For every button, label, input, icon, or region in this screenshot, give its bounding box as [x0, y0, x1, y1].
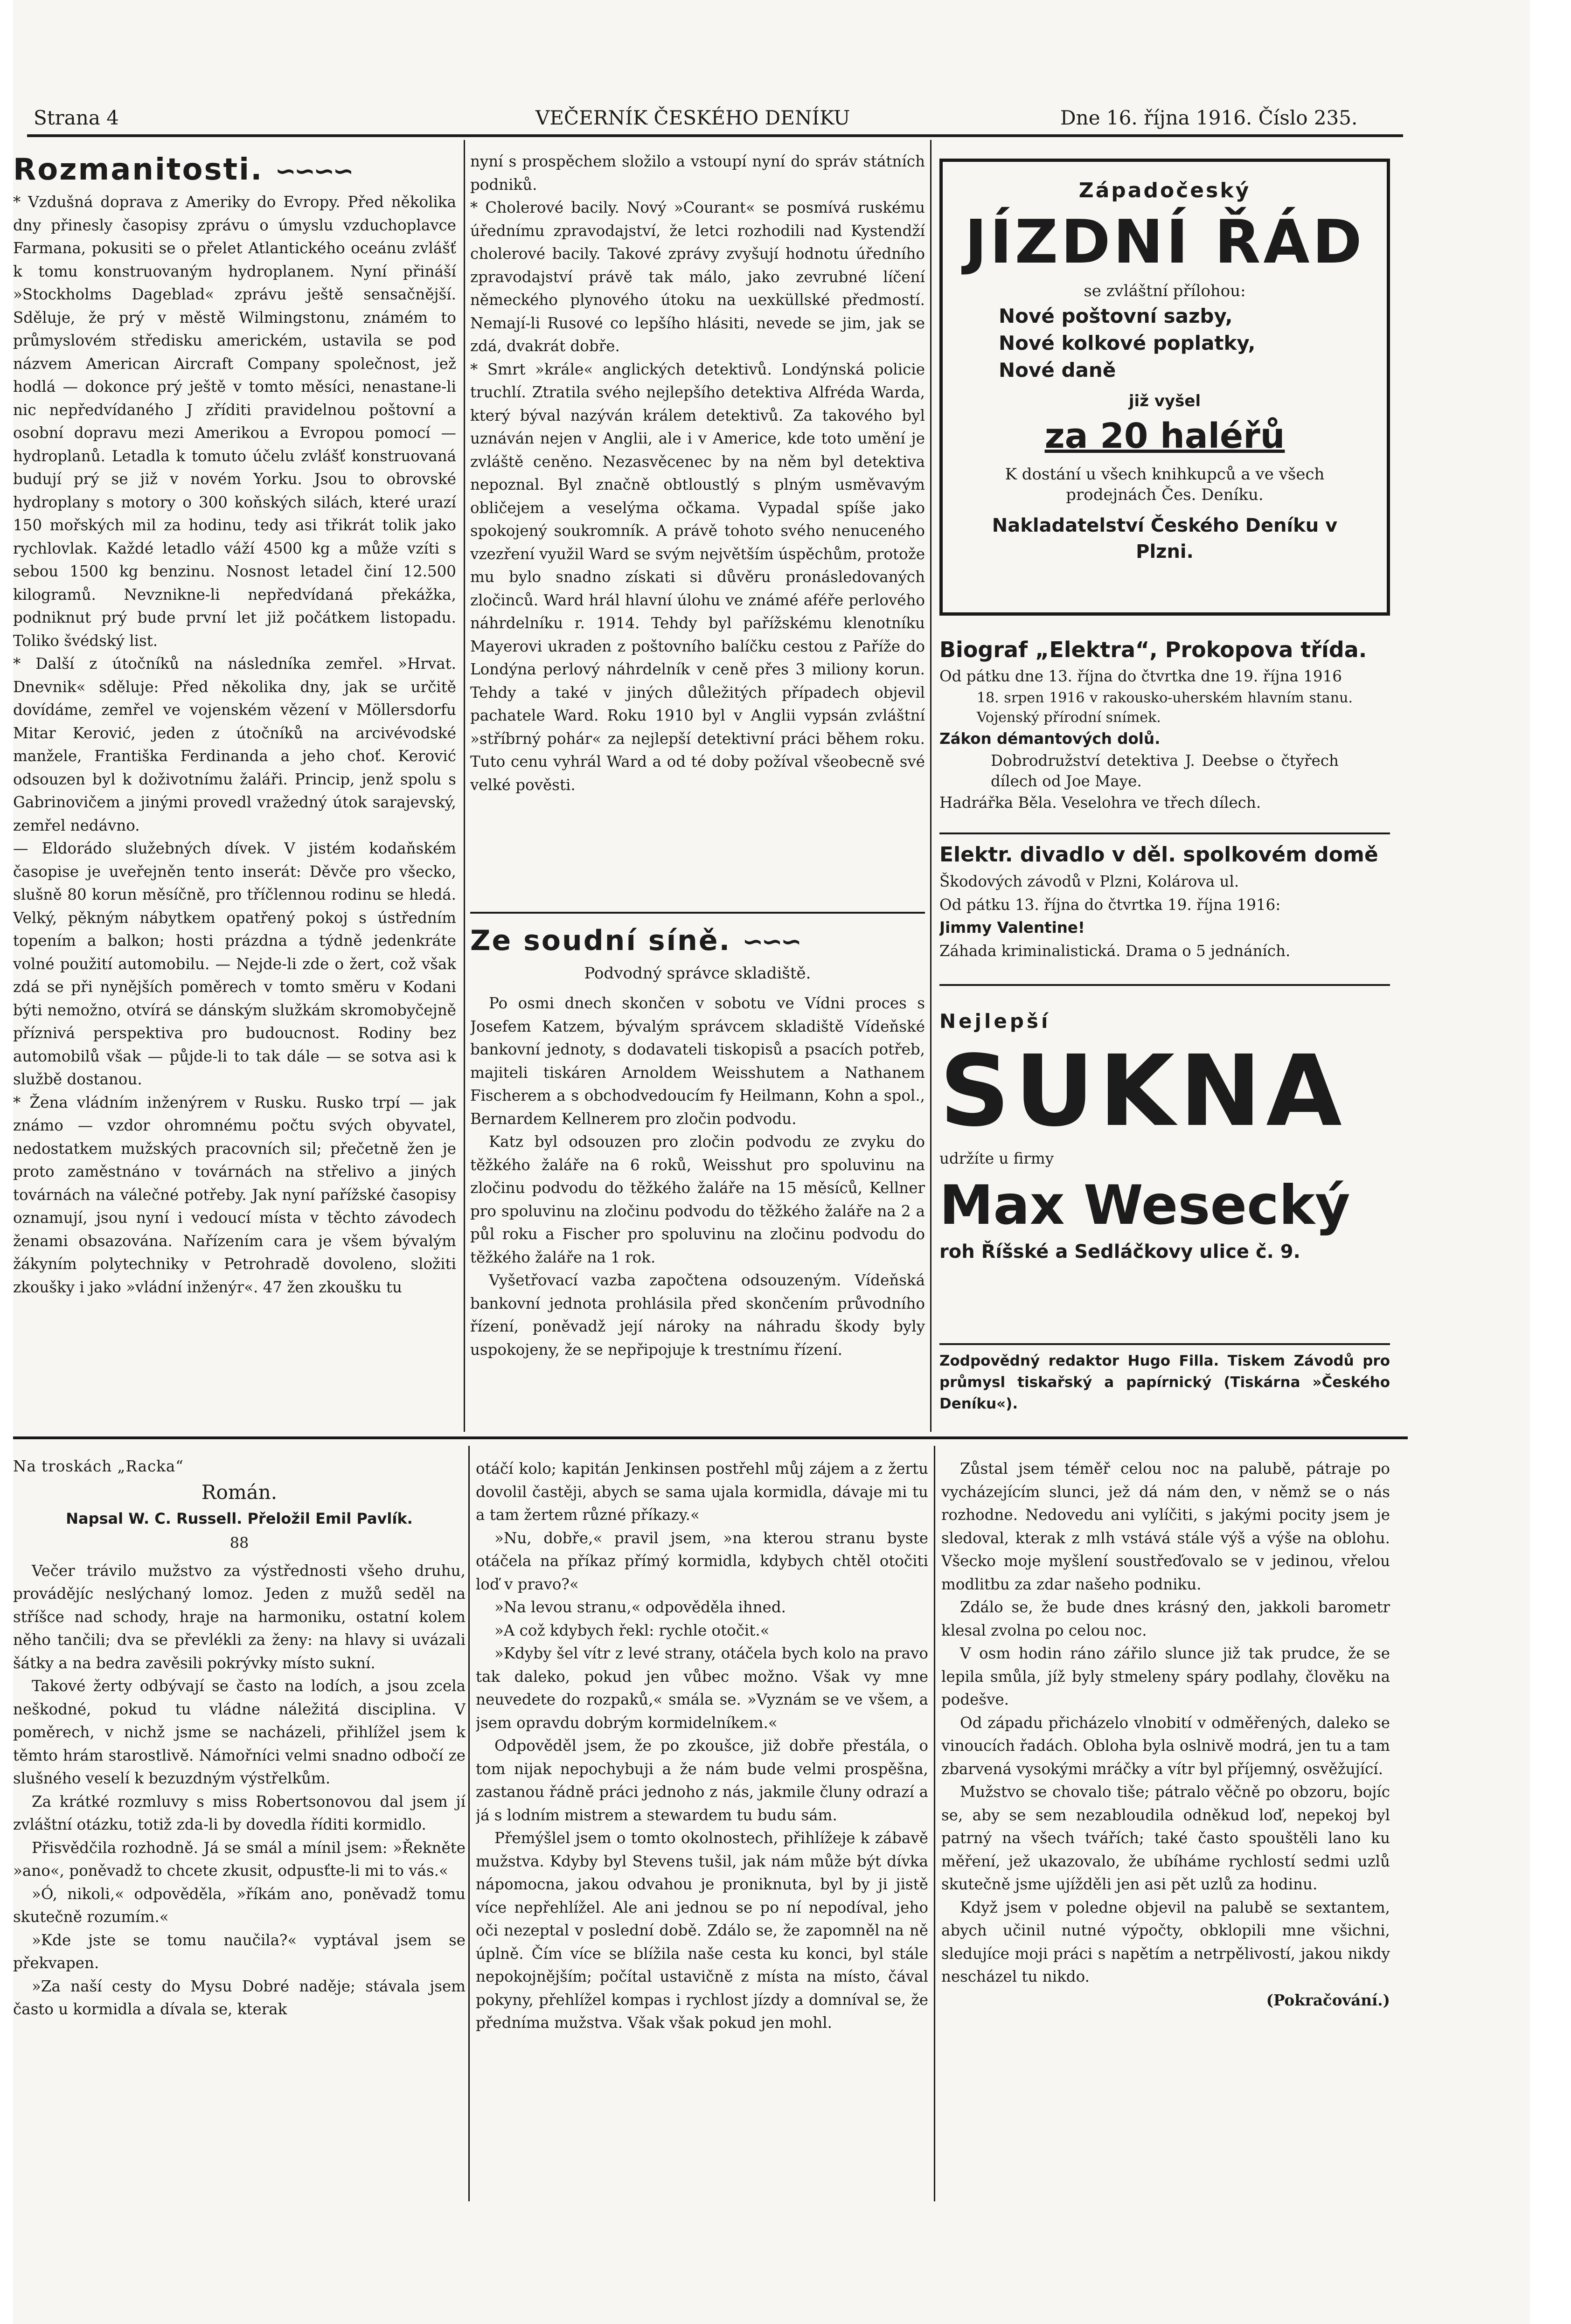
ad-timetable-title: JÍZDNÍ ŘÁD — [965, 208, 1365, 277]
column-divider — [468, 1446, 470, 2201]
article-cholera: * Cholerové bacily. Nový »Courant« se posmívá ruskému úřednímu zpravodajství, že letci rozhodili nad Kystendží cholerové bacily. Takové zprávy zvyšují hodnotu úředního zpravodajství právě tak málo, jako zevrubné líčení německého plynového útoku na uexküllské předmostí. Nemají-li Rusové co lepšího hlásiti, nevede se jim, jak se zdá, dvakrát dobře. — [470, 199, 925, 355]
newspaper-page — [13, 0, 1530, 2324]
ad-timetable-availability: K dostání u všech knihkupců a ve všech prodejnách Čes. Deníku. — [1005, 465, 1325, 504]
serial-paragraph: Zdálo se, že bude dnes krásný den, jakkoli barometr klesal zvolna po celou noc. — [941, 1598, 1390, 1639]
serial-genre: Román. — [201, 1480, 278, 1504]
section-rule — [470, 912, 925, 914]
ad-elektra-film: 18. srpen 1916 v rakousko-uherském hlavním stanu. Vojenský přírodní snímek. — [977, 689, 1353, 726]
ad-timetable-price: za 20 haléřů — [1044, 416, 1285, 456]
ad-theatre-film: Jimmy Valentine! — [939, 919, 1085, 937]
ad-cloth-address: roh Říšské a Sedláčkovy ulice č. 9. — [939, 1241, 1300, 1263]
serial-paragraph: Od západu přicházelo vlnobití v odměřených, daleko se vinoucích řadách. Obloha byla oslnivě modrá, jen tu a tam zbarvená vysokými mráčky a vítr byl příjemný, osvěžující. — [941, 1714, 1390, 1778]
serial-rule — [13, 1436, 1408, 1439]
ad-theatre — [939, 839, 1390, 979]
column-divider — [930, 140, 931, 1432]
page-number: Strana 4 — [34, 106, 119, 129]
court-paragraph: Katz byl odsouzen pro zločin podvodu ze zvyku do těžkého žaláře na 6 roků, Weisshut pro spoluvinu na zločinu podvodu do těžkého žaláře na 15 měsíců, Kellner pro spoluvinu na zločinu podvodu do těžkého žaláře na 2 a půl roku a Fischer pro spoluvinu na zločinu podvodu do těžkého žaláře na 1 rok. — [470, 1133, 925, 1266]
serial-paragraph: »Nu, dobře,« pravil jsem, »na kterou stranu byste otáčela na příkaz přímý kormidla, kdybych chtěl otočiti loď v pravo?« — [476, 1529, 928, 1593]
ad-cinema-elektra — [939, 634, 1390, 830]
court-paragraph: Po osmi dnech skončen v sobotu ve Vídni proces s Josefem Katzem, bývalým správcem skladiště Vídeňské bankovní jednoty, s dodavateli tiskopisů a psacích potřeb, majiteli tiskáren Arnoldem Weisshutem a Nathanem Fischerem a s obchodvedoucím fy Heilmann, Kohn a spol., Bernardem Kellnerem pro zločin podvodu. — [470, 994, 925, 1128]
serial-paragraph: »Kde jste se tomu naučila?« vyptával jsem se překvapen. — [13, 1931, 466, 1972]
ad-timetable — [939, 159, 1390, 616]
ad-rule — [939, 984, 1390, 986]
article-eldorado: — Eldorádo služebných dívek. V jistém kodaňském časopise je uveřejněn tento inserát: Děvče pro všecko, slušně 80 korun měsíčně, pro tříčlennou rodinu se hledá. Velký, pěkným nábytkem opatřený pokoj s ústředním topením a balkon; hosti prázdna a týdně jedenkráte volné použití automobilu. — Nejde-li zde o žert, což však zdá se při nynějších poměrech v tomto směru v Kodani býti nemožno, otvírá se dánským služkám skromobyčejně příznivá perspektiva pro budoucnost. Rodiny bez automobilů však — půjde-li to tak dále — se sotva asi k službě dostanou. — [13, 839, 456, 1088]
ad-timetable-item: Nové kolkové poplatky, — [999, 332, 1256, 354]
serial-byline: Napsal W. C. Russell. Přeložil Emil Pavlík. — [66, 1509, 413, 1527]
serial-paragraph: otáčí kolo; kapitán Jenkinsen postřehl můj zájem a z žertu dovolil častěji, abych se sama ujala kormidla, dávaje mi tu a tam žertem různé příkazy.« — [476, 1460, 928, 1524]
ad-elektra-title: Biograf „Elektra“, Prokopova třída. — [939, 637, 1367, 662]
serial-column-1 — [13, 1455, 466, 2183]
header-rule — [27, 134, 1403, 137]
serial-paragraph: »A což kdybych řekl: rychle otočit.« — [494, 1621, 770, 1639]
imprint — [939, 1350, 1390, 1420]
ad-elektra-film: Hadrářka Běla. Veselohra ve třech dílech. — [939, 794, 1261, 812]
ad-timetable-item: Nové daně — [999, 359, 1116, 382]
serial-paragraph: »Za naší cesty do Mysu Dobré naděje; stávala jsem často u kormidla a dívala se, kterak — [13, 1977, 466, 2018]
ad-theatre-desc: Záhada kriminalistická. Drama o 5 jednáních. — [939, 942, 1291, 960]
ad-cloth-title: SUKNA — [939, 1034, 1347, 1148]
serial-column-3 — [941, 1457, 1390, 2185]
ad-timetable-publisher: Nakladatelství Českého Deníku v Plzni. — [992, 515, 1338, 562]
imprint-rule — [939, 1343, 1390, 1345]
ad-cloth-firm: Max Wesecký — [939, 1173, 1350, 1237]
section-heading-soudni: Ze soudní síně. ∽∽∽ — [470, 924, 800, 957]
serial-continued: (Pokračování.) — [1266, 1991, 1390, 2009]
column-soudni — [470, 921, 925, 1439]
serial-paragraph: Odpověděl jsem, že po zkoušce, již dobře přestála, o tom nijak nepochybuji a že nám bude velmi prospěšna, zastanou řádně práci jednoho z nás, jakmile čluny odrazí a já s lodním mistrem a stewardem tu budu sám. — [476, 1737, 928, 1824]
issue-date: Dne 16. října 1916. Číslo 235. — [1060, 106, 1358, 129]
imprint-text: Zodpovědný redaktor Hugo Filla. Tiskem Závodů pro průmysl tiskařský a papírnický (Tiskárna »Českého Deníku«). — [939, 1353, 1390, 1412]
ad-rule — [939, 832, 1390, 834]
article-subheading: Podvodný správce skladiště. — [584, 964, 811, 983]
column-rozmanitosti-2 — [470, 150, 925, 906]
serial-paragraph: Takové žerty odbývají se často na lodích, a jsou zcela neškodné, pokud tu vládne náležitá disciplina. V poměrech, v nichž jsme se nacházeli, přihlížel jsem k těmto hrám starostlivě. Námořníci velmi snadno odbočí ze slušného veselí k bezuzdným výstřelkům. — [13, 1677, 466, 1787]
serial-paragraph: Přemýšlel jsem o tomto okolnostech, přihlížeje k zábavě mužstva. Kdyby byl Stevens tušil, jak nám může být dívka nápomocna, jakou odvahou je proniknuta, byl by ji jistě více nepřehlížel. Ale ani jednou se po ní nepodíval, jeho oči nezeptal v poslední době. Zdálo se, že zapomněl na ně úplně. Čím více se blížila naše cesta ku konci, byl stále nepokojnějším; počítal ustavičně z místa na místo, čával pokyny, přehlížel kompas i rychlost jízdy a domníval se, že předníma mužstva. Však však pokud jen mohl. — [476, 1829, 928, 2032]
serial-column-2 — [476, 1457, 928, 2185]
serial-paragraph: Zůstal jsem téměř celou noc na palubě, pátraje po vycházejícím slunci, jež dá nám den, v němž se o nás rozhodne. Nedovedu ani vylíčiti, s jakými pocity jsem je sledoval, kterak z mlh vstává stále výš a výše na oblohu. Všecko moje myšlení soustřeďovalo se v jedinou, vřelou modlitbu za zdar našeho podniku. — [941, 1460, 1390, 1593]
serial-paragraph: Mužstvo se chovalo tiše; pátralo věčně po obzoru, bojíc se, aby se sem nezabloudila odněkud loď, nepekoj byl patrný na všech tvářích; také často spouštěli lano ku měření, jež ukazovalo, že ubíháme rychlostí sedmi uzlů skutečně jsme ujížděli jen asi pět uzlů za hodinu. — [941, 1783, 1390, 1893]
serial-paragraph: Přisvědčila rozhodně. Já se smál a mínil jsem: »Řekněte »ano«, poněvadž to chcete zkusit, odpusťte-li mi to vás.« — [13, 1838, 466, 1880]
article-assassin-died: * Další z útočníků na následníka zemřel. »Hrvat. Dnevnik« sděluje: Před několika dny, jak se určitě dovídáme, zemřel ve vojenském vězení v Möllersdorfu Mitar Kerović, jeden z útočníků na arcivévodské manžele, Františka Ferdinanda a jeho choť. Kerović odsouzen byl k doživotnímu žaláři. Princip, jenž spolu s Gabrinovičem a jinými provedl vražedný útok sarajevský, zemřel nedávno. — [13, 655, 456, 834]
ad-elektra-film: Dobrodružství detektiva J. Deebse o čtyřech dílech od Joe Maye. — [991, 752, 1339, 790]
ad-cloth-best: Nejlepší — [939, 1010, 1051, 1033]
article-woman-engineer-cont: nyní s prospěchem složilo a vstoupí nyní do správ státních podniků. — [470, 153, 925, 194]
ad-elektra-film: Zákon démantových dolů. — [939, 729, 1161, 748]
article-air-transport: * Vzdušná doprava z Ameriky do Evropy. Před několika dny přinesly časopisy zprávu o úmyslu vzduchoplavce Farmana, pokusiti se o přelet Atlantického oceánu zvlášť k tomu konstruovaným hydroplanem. Nyní přináší »Stockholms Dageblad« zprávu ještě sensačnější. Sděluje, že prý v městě Wilmingstonu, známém to průmyslovém středisku americkém, ustavila se pod názvem American Aircraft Company společnost, jež hodlá — dokonce prý ještě v tomto měsíci, nenastane-li nic nepředvídaného J zříditi pravidelnou poštovní a osobní dopravu mezi Amerikou a Evropou pomocí — hydroplanů. Letadla k tomuto účelu zvlášť konstruovaná budují prý se již v novém Yorku. Jsou to obrovské hydroplany s motory o 300 koňských silách, které urazí 150 mořských mil za hodinu, tedy asi třikrát tolik jako rychlovlak. Každé letadlo váží 4500 kg a může vzíti s sebou 1500 kg benzinu. Nosnost letadel činí 12.500 kilogramů. Nevznikne-li nepředvídaná překážka, podniknut prý bude první let již počátkem listopadu. Toliko švédský list. — [13, 193, 456, 650]
column-divider — [464, 140, 465, 1432]
ad-theatre-title: Elektr. divadlo v děl. spolkovém domě — [939, 843, 1378, 867]
article-detective-king: * Smrt »krále« anglických detektivů. Londýnská policie truchlí. Ztratila svého nejlepšího detektiva Alfréda Warda, který býval nazýván králem detektivů. Za takového byl uznáván nejen v Anglii, ale i v Americe, kde toto umění je zvláště ceněno. Nezasvěcenec by na něm byl detektiva nepoznal. Byl značně obtloustlý s plným usměvavým obličejem a veselýma očkama. Vypadal spíše jako spokojený soukromník. A právě tohoto svého nenuceného vzezření využil Ward se svým největším úspěchům, protože mu bylo snadno získati si důvěru pronásledovaných zločinců. Ward hrál hlavní úlohu ve známé aféře perlového náhrdelníku r. 1914. Tehdy byl pařížskému klenotníku Mayerovi ukraden z poštovního balíčku cestou z Paříže do Londýna perlový náhrdelník v ceně přes 3 miliony korun. Tehdy a také v jiných důležitých případech objevil pachatele Ward. Roku 1910 byl v Anglii vypsán zvláštní »stříbrný pohár« za nejlepší detektivní práci během roku. Tuto cenu vyhrál Ward a od té doby požíval všeobecně své velké pověsti. — [470, 360, 925, 794]
ad-timetable-sub: se zvláštní přílohou: — [1084, 282, 1246, 300]
ad-theatre-dates: Od pátku 13. října do čtvrtka 19. října 1916: — [939, 895, 1281, 914]
column-rozmanitosti-1 — [13, 150, 456, 1442]
ad-cloth — [939, 1007, 1390, 1306]
serial-paragraph: »Ó, nikoli,« odpověděla, »říkám ano, poněvadž tomu skutečně rozumím.« — [13, 1885, 466, 1926]
ad-timetable-published: již vyšel — [1128, 392, 1201, 410]
section-heading-rozmanitosti: Rozmanitosti. ∽∽∽∽ — [13, 153, 352, 187]
serial-number: 88 — [229, 1533, 249, 1552]
ad-theatre-venue: Škodových závodů v Plzni, Kolárova ul. — [939, 873, 1239, 890]
article-woman-engineer: * Žena vládním inženýrem v Rusku. Rusko trpí — jak známo — vzdor ohromnému počtu svých obyvatel, nedostatkem mužských pracovních sil; přečetně žen je proto zaměstnáno v továrnách na střelivo a jiných továrnách na válečné potřeby. Jak nyní pařížské časopisy oznamují, jsou nyní i vedoucí místa v těchto závodech ženami obsazována. Nařízením cara je všem bývalým žákyním polytechniky v Petrohradě dovoleno, složiti zkoušky i jako »vládní inženýr«. 47 žen zkoušku tu — [13, 1093, 456, 1296]
ad-timetable-region: Západočeský — [1078, 179, 1251, 202]
court-paragraph: Vyšetřovací vazba započtena odsouzeným. Vídeňská bankovní jednota prohlásila před skončením průvodního řízení, poněvadž její nároky na náhradu škody byly uspokojeny, že se nepřipojuje k trestnímu řízení. — [470, 1271, 925, 1359]
ad-timetable-item: Nové poštovní sazby, — [999, 305, 1233, 327]
serial-title: Na troskách „Racka“ — [13, 1457, 184, 1475]
serial-paragraph: Když jsem v poledne objevil na palubě se sextantem, abych učinil nutné výpočty, obklopili mne všichni, sledujíce moji práci s napětím a netrpělivostí, jakou nikdy nescházel tu nikdo. — [941, 1898, 1390, 1985]
serial-paragraph: V osm hodin ráno zářilo slunce již tak prudce, že se lepila smůla, jíž byly stmeleny spáry podlahy, člověku na podešve. — [941, 1644, 1390, 1708]
column-divider — [934, 1446, 935, 2201]
serial-paragraph: »Kdyby šel vítr z levé strany, otáčela bych kolo na pravo tak daleko, pokud jen vůbec možno. Však vy mne neuvedete do rozpaků,« smála se. »Vyznám se ve všem, a jsem opravdu dobrým kormidelníkem.« — [476, 1644, 928, 1732]
ad-cloth-keep: udržíte u firmy — [939, 1150, 1054, 1167]
serial-paragraph: Za krátké rozmluvy s miss Robertsonovou dal jsem jí zvláštní otázku, totiž zda-li by dovedla říditi kormidlo. — [13, 1792, 466, 1833]
newspaper-title: VEČERNÍK ČESKÉHO DENÍKU — [535, 106, 850, 129]
serial-paragraph: Večer trávilo mužstvo za výstřednosti všeho druhu, provádějíc neslýchaný lomoz. Jeden z mužů seděl na stříšce nad schody, hraje na harmoniku, ostatní kolem něho tančili; dva se převlékli za ženy: na hlavy si uvázali šátky a na bedra zavěsili pokrývky místo sukní. — [13, 1561, 466, 1672]
ad-elektra-dates: Od pátku dne 13. října do čtvrtka dne 19. října 1916 — [939, 667, 1342, 685]
serial-paragraph: »Na levou stranu,« odpověděla ihned. — [494, 1598, 786, 1616]
